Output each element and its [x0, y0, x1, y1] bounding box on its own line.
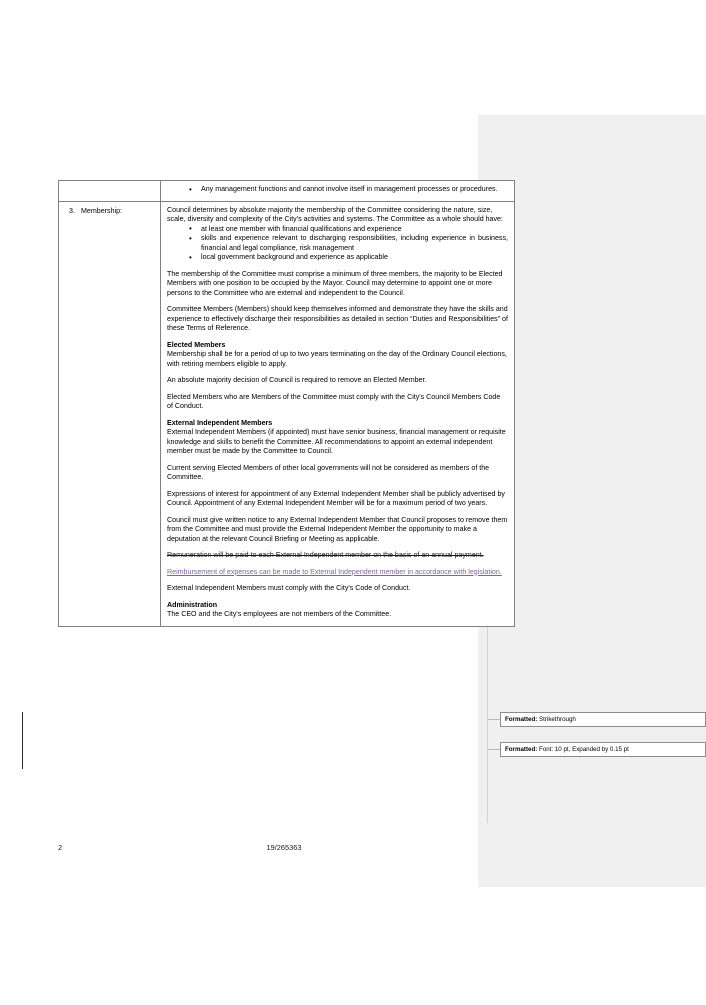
list-item: • skills and experience relevant to discharging responsibilities, including experience in business, financial and legal compliance, risk management [201, 234, 508, 253]
external-members-code-of-conduct-paragraph: External Independent Members must comply with the City's Code of Conduct. [167, 584, 411, 592]
membership-criteria-list [167, 225, 508, 263]
callout-label: Formatted: [505, 716, 538, 723]
elected-members-removal-paragraph: An absolute majority decision of Council is required to remove an Elected Member. [167, 376, 427, 384]
administration-heading: Administration [167, 600, 218, 609]
document-reference: 19/265363 [266, 843, 302, 852]
membership-intro: Council determines by absolute majority the membership of the Committee considering the nature, size, scale, diversity and complexity of the City's activities and systems. The Committee as a whole should have: [167, 205, 503, 223]
list-item: • Any management functions and cannot involve itself in management processes or procedures. [201, 185, 508, 195]
elected-members-term-paragraph: Membership shall be for a period of up to two years terminating on the day of the Ordinary Council elections, with retiring members eligible to apply. [167, 350, 507, 368]
list-item: • local government background and experience as applicable [201, 253, 508, 263]
formatted-callout-font[interactable] [500, 742, 706, 757]
administration-paragraph: The CEO and the City's employees are not members of the Committee. [167, 610, 392, 618]
membership-composition-paragraph: The membership of the Committee must comprise a minimum of three members, the majority to be Elected Members with one position to be occupied by the Mayor. Council may determine to appoint one or more persons to the Committee who are external and independent to the Council. [167, 269, 503, 297]
section-number: 3. [69, 206, 75, 215]
callout-value: Font: 10 pt, Expanded by 0.15 pt [539, 746, 629, 753]
external-members-heading: External Independent Members [167, 418, 273, 427]
bullet-list [167, 185, 508, 195]
callout-value: Strikethrough [539, 716, 576, 723]
row-body-cell [161, 201, 515, 626]
inserted-reimbursement-paragraph: Reimbursement of expenses can be made to External Independent member in accordance with legislation. [167, 567, 502, 576]
external-members-eoi-paragraph: Expressions of interest for appointment of any External Independent Member shall be publicly advertised by Council. Appointment of any External Independent Member will be for a maximum period of two years. [167, 489, 505, 507]
terms-of-reference-table [58, 180, 515, 627]
row-label-cell [59, 181, 161, 202]
external-members-qualifications-paragraph: External Independent Members (if appointed) must have senior business, financial management or requisite knowledge and skills to benefit the Committee. All recommendations to appoint an external independent member must be made by the Committee to Council. [167, 428, 506, 455]
member-skills-paragraph: Committee Members (Members) should keep themselves informed and demonstrate they have the skills and experience to effectively discharge their responsibilities as detailed in section “Duties and Responsibilities” of these Terms of Reference. [167, 305, 508, 332]
table-row [59, 201, 515, 626]
callout-label: Formatted: [505, 746, 538, 753]
elected-members-heading: Elected Members [167, 340, 226, 349]
formatted-callout-strikethrough[interactable] [500, 712, 706, 727]
elected-members-conduct-paragraph: Elected Members who are Members of the Committee must comply with the City's Council Members Code of Conduct. [167, 392, 501, 410]
row-body-cell [161, 181, 515, 202]
list-item: • at least one member with financial qualifications and experience [201, 225, 508, 235]
deleted-remuneration-paragraph: Remuneration will be paid to each External Independent member on the basis of an annual payment. [167, 551, 484, 559]
section-label [65, 206, 154, 217]
page-footer [58, 843, 478, 857]
change-bar [22, 712, 23, 769]
row-label-cell [59, 201, 161, 626]
external-members-exclusion-paragraph: Current serving Elected Members of other local governments will not be considered as members of the Committee. [167, 463, 490, 481]
page-number: 2 [58, 843, 63, 852]
external-members-notice-paragraph: Council must give written notice to any External Independent Member that Council proposes to remove them from the Committee and must provide the External Independent Member the opportunity to make a deputation at the relevant Council Briefing or Meeting as applicable. [167, 515, 508, 543]
section-title: Membership: [81, 206, 123, 215]
table-row [59, 181, 515, 202]
